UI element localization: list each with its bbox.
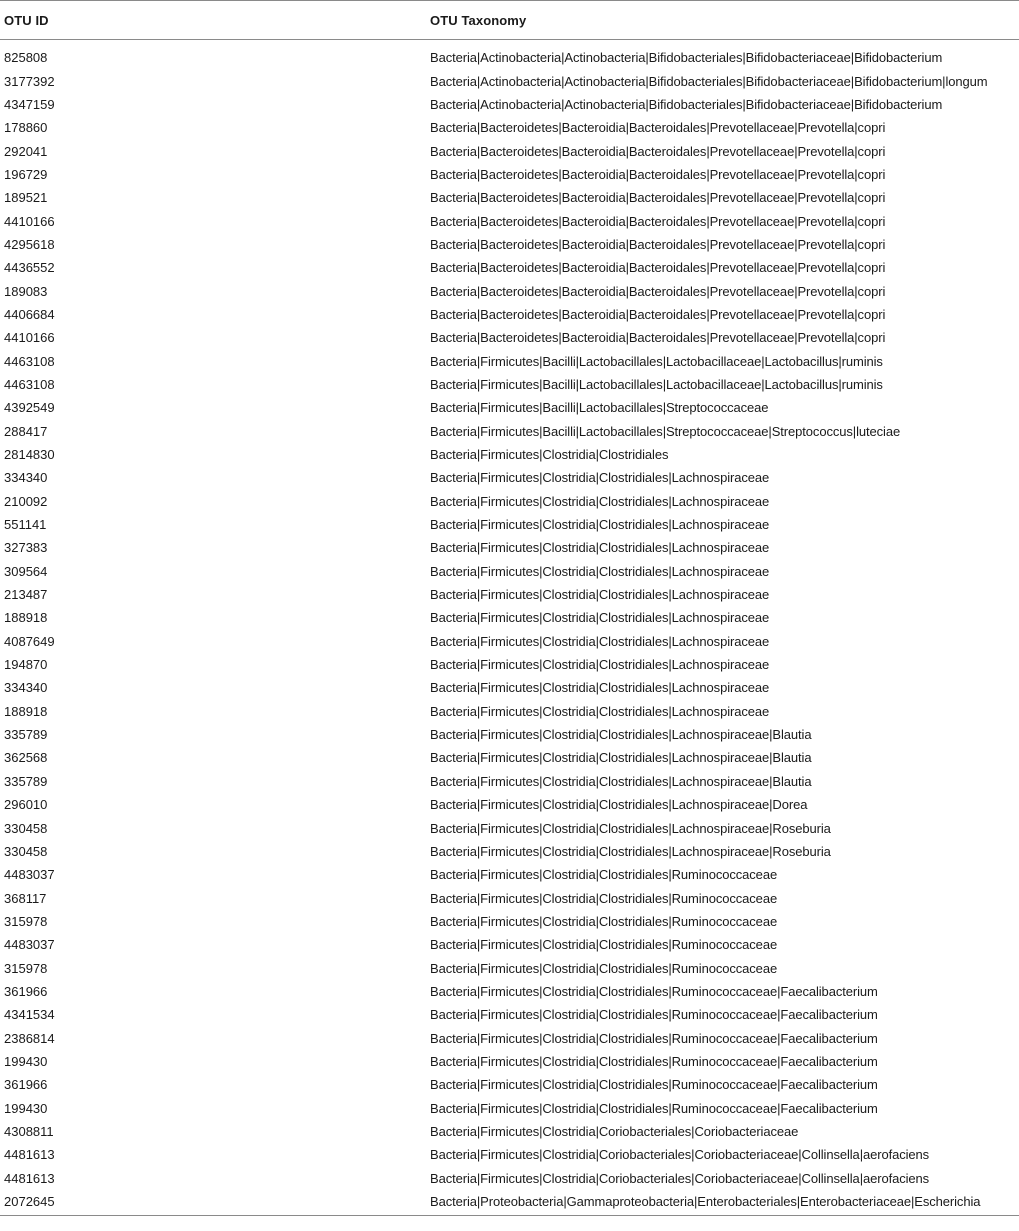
otu-taxonomy-cell: Bacteria|Bacteroidetes|Bacteroidia|Bacteroidales|Prevotellaceae|Prevotella|copri: [430, 120, 886, 136]
otu-id-cell: 335789: [4, 727, 48, 743]
otu-id-cell: 362568: [4, 750, 48, 766]
otu-taxonomy-cell: Bacteria|Firmicutes|Bacilli|Lactobacillales|Streptococcaceae: [430, 400, 769, 416]
otu-id-cell: 288417: [4, 423, 48, 439]
otu-taxonomy-cell: Bacteria|Firmicutes|Clostridia|Clostridiales|Lachnospiraceae: [430, 680, 770, 696]
table-header: [0, 1, 1019, 40]
otu-id-cell: 4481613: [4, 1170, 55, 1186]
table-row: [0, 840, 1019, 863]
otu-taxonomy-cell: Bacteria|Firmicutes|Clostridia|Clostridiales|Ruminococcaceae: [430, 890, 778, 906]
otu-taxonomy-cell: Bacteria|Bacteroidetes|Bacteroidia|Bacteroidales|Prevotellaceae|Prevotella|copri: [430, 166, 886, 182]
otu-taxonomy-cell: Bacteria|Bacteroidetes|Bacteroidia|Bacteroidales|Prevotellaceae|Prevotella|copri: [430, 213, 886, 229]
otu-id-cell: 334340: [4, 470, 48, 486]
otu-taxonomy-cell: Bacteria|Firmicutes|Clostridia|Clostridiales|Lachnospiraceae: [430, 517, 770, 533]
table-row: [0, 209, 1019, 232]
otu-id-cell: 196729: [4, 166, 48, 182]
otu-taxonomy-cell: Bacteria|Bacteroidetes|Bacteroidia|Bacteroidales|Prevotellaceae|Prevotella|copri: [430, 283, 886, 299]
otu-id-cell: 4463108: [4, 353, 55, 369]
table-row: [0, 956, 1019, 979]
table-row: [0, 723, 1019, 746]
otu-taxonomy-cell: Bacteria|Actinobacteria|Actinobacteria|Bifidobacteriales|Bifidobacteriaceae|Bifidobacterium|longum: [430, 73, 988, 89]
otu-id-cell: 4308811: [4, 1123, 54, 1139]
otu-id-cell: 4483037: [4, 937, 55, 953]
table-row: [0, 443, 1019, 466]
table-row: [0, 466, 1019, 489]
table-row: [0, 816, 1019, 839]
otu-taxonomy-cell: Bacteria|Firmicutes|Clostridia|Clostridiales|Ruminococcaceae|Faecalibacterium: [430, 1007, 878, 1023]
table-row: [0, 396, 1019, 419]
table-row: [0, 583, 1019, 606]
otu-taxonomy-cell: Bacteria|Bacteroidetes|Bacteroidia|Bacteroidales|Prevotellaceae|Prevotella|copri: [430, 306, 886, 322]
otu-id-cell: 4406684: [4, 306, 55, 322]
otu-id-cell: 194870: [4, 657, 48, 673]
otu-taxonomy-cell: Bacteria|Firmicutes|Clostridia|Clostridiales|Lachnospiraceae: [430, 587, 770, 603]
table-row: [0, 630, 1019, 653]
otu-taxonomy-cell: Bacteria|Firmicutes|Clostridia|Clostridiales|Lachnospiraceae|Blautia: [430, 750, 812, 766]
otu-id-cell: 327383: [4, 540, 48, 556]
otu-id-cell: 188918: [4, 610, 48, 626]
otu-id-cell: 4392549: [4, 400, 55, 416]
table-row: [0, 233, 1019, 256]
otu-id-cell: 315978: [4, 913, 48, 929]
otu-taxonomy-cell: Bacteria|Firmicutes|Clostridia|Clostridiales|Lachnospiraceae|Blautia: [430, 773, 812, 789]
otu-id-cell: 330458: [4, 843, 48, 859]
otu-id-cell: 361966: [4, 983, 48, 999]
otu-id-cell: 4483037: [4, 867, 55, 883]
otu-id-cell: 4347159: [4, 96, 55, 112]
otu-id-cell: 178860: [4, 120, 48, 136]
otu-taxonomy-cell: Bacteria|Firmicutes|Clostridia|Clostridiales|Lachnospiraceae: [430, 610, 770, 626]
otu-id-cell: 330458: [4, 820, 48, 836]
otu-id-cell: 4463108: [4, 376, 55, 392]
otu-taxonomy-cell: Bacteria|Firmicutes|Clostridia|Clostridiales|Lachnospiraceae|Roseburia: [430, 820, 831, 836]
table-row: [0, 256, 1019, 279]
otu-id-cell: 213487: [4, 587, 48, 603]
table-row: [0, 513, 1019, 536]
table-row: [0, 420, 1019, 443]
table-row: [0, 1003, 1019, 1026]
header-otu-id: OTU ID: [0, 1, 430, 40]
table-body: [0, 40, 1019, 1216]
table-row: [0, 1190, 1019, 1216]
otu-taxonomy-cell: Bacteria|Bacteroidetes|Bacteroidia|Bacteroidales|Prevotellaceae|Prevotella|copri: [430, 260, 886, 276]
table-row: [0, 116, 1019, 139]
otu-id-cell: 2072645: [0, 1190, 430, 1216]
otu-id-cell: 361966: [4, 1077, 48, 1093]
otu-taxonomy-cell: Bacteria|Firmicutes|Clostridia|Clostridiales|Lachnospiraceae|Blautia: [430, 727, 812, 743]
table-row: [0, 1167, 1019, 1190]
table-row: [0, 40, 1019, 70]
otu-id-cell: 4436552: [4, 260, 55, 276]
otu-taxonomy-cell: Bacteria|Firmicutes|Clostridia|Clostridiales|Ruminococcaceae|Faecalibacterium: [430, 983, 878, 999]
otu-id-cell: 4087649: [4, 633, 55, 649]
otu-taxonomy-cell: Bacteria|Firmicutes|Bacilli|Lactobacillales|Lactobacillaceae|Lactobacillus|ruminis: [430, 376, 883, 392]
table-row: [0, 326, 1019, 349]
otu-taxonomy-cell: Bacteria|Firmicutes|Clostridia|Clostridiales|Lachnospiraceae: [430, 493, 770, 509]
otu-taxonomy-cell: Bacteria|Firmicutes|Clostridia|Clostridiales|Ruminococcaceae: [430, 937, 778, 953]
otu-id-cell: 4295618: [4, 236, 55, 252]
otu-taxonomy-cell: Bacteria|Bacteroidetes|Bacteroidia|Bacteroidales|Prevotellaceae|Prevotella|copri: [430, 330, 886, 346]
otu-taxonomy-cell: Bacteria|Bacteroidetes|Bacteroidia|Bacteroidales|Prevotellaceae|Prevotella|copri: [430, 190, 886, 206]
table-row: [0, 349, 1019, 372]
otu-taxonomy-cell: Bacteria|Firmicutes|Clostridia|Clostridiales|Ruminococcaceae: [430, 913, 778, 929]
otu-id-cell: 2386814: [4, 1030, 55, 1046]
otu-taxonomy-cell: Bacteria|Bacteroidetes|Bacteroidia|Bacteroidales|Prevotellaceae|Prevotella|copri: [430, 236, 886, 252]
otu-taxonomy-cell: Bacteria|Firmicutes|Clostridia|Clostridiales|Lachnospiraceae: [430, 540, 770, 556]
table-row: [0, 770, 1019, 793]
table-row: [0, 373, 1019, 396]
table-row: [0, 560, 1019, 583]
table-row: [0, 653, 1019, 676]
otu-id-cell: 199430: [4, 1100, 48, 1116]
otu-taxonomy-cell: Bacteria|Firmicutes|Clostridia|Clostridiales|Lachnospiraceae: [430, 633, 770, 649]
table-row: [0, 863, 1019, 886]
otu-taxonomy-cell: Bacteria|Firmicutes|Clostridia|Clostridiales|Ruminococcaceae|Faecalibacterium: [430, 1053, 878, 1069]
header-row: [0, 1, 1019, 40]
table-row: [0, 69, 1019, 92]
otu-taxonomy-cell: Bacteria|Firmicutes|Clostridia|Clostridiales|Ruminococcaceae: [430, 867, 778, 883]
table-row: [0, 139, 1019, 162]
table-row: [0, 93, 1019, 116]
otu-id-cell: 334340: [4, 680, 48, 696]
table-row: [0, 1050, 1019, 1073]
table-row: [0, 1096, 1019, 1119]
table-row: [0, 536, 1019, 559]
table-row: [0, 1073, 1019, 1096]
otu-id-cell: 292041: [4, 143, 48, 159]
otu-id-cell: 189083: [4, 283, 48, 299]
otu-id-cell: 825808: [4, 50, 48, 66]
otu-taxonomy-cell: Bacteria|Firmicutes|Clostridia|Clostridiales: [430, 447, 669, 463]
table-row: [0, 606, 1019, 629]
table-row: [0, 886, 1019, 909]
otu-id-cell: 188918: [4, 703, 48, 719]
otu-id-cell: 296010: [4, 797, 48, 813]
table-row: [0, 676, 1019, 699]
table-row: [0, 1120, 1019, 1143]
otu-taxonomy-cell: Bacteria|Firmicutes|Clostridia|Coriobacteriales|Coriobacteriaceae|Collinsella|aerofaciens: [430, 1170, 930, 1186]
table-row: [0, 163, 1019, 186]
otu-taxonomy-cell: Bacteria|Firmicutes|Clostridia|Clostridiales|Lachnospiraceae: [430, 657, 770, 673]
otu-taxonomy-cell: Bacteria|Bacteroidetes|Bacteroidia|Bacteroidales|Prevotellaceae|Prevotella|copri: [430, 143, 886, 159]
table-row: [0, 933, 1019, 956]
table-row: [0, 279, 1019, 302]
table-row: [0, 980, 1019, 1003]
otu-id-cell: 199430: [4, 1053, 48, 1069]
table-row: [0, 1143, 1019, 1166]
otu-taxonomy-cell: Bacteria|Proteobacteria|Gammaproteobacteria|Enterobacteriales|Enterobacteriaceae|Escherichia: [430, 1190, 1019, 1216]
table-row: [0, 490, 1019, 513]
otu-taxonomy-cell: Bacteria|Firmicutes|Clostridia|Clostridiales|Ruminococcaceae|Faecalibacterium: [430, 1077, 878, 1093]
otu-taxonomy-cell: Bacteria|Firmicutes|Bacilli|Lactobacillales|Lactobacillaceae|Lactobacillus|ruminis: [430, 353, 883, 369]
table-row: [0, 746, 1019, 769]
header-otu-taxonomy: OTU Taxonomy: [430, 1, 1019, 40]
otu-id-cell: 4481613: [4, 1147, 55, 1163]
otu-id-cell: 4341534: [4, 1007, 55, 1023]
otu-id-cell: 3177392: [4, 73, 55, 89]
otu-id-cell: 368117: [4, 890, 47, 906]
otu-taxonomy-cell: Bacteria|Firmicutes|Clostridia|Coriobacteriales|Coriobacteriaceae|Collinsella|aerofaciens: [430, 1147, 930, 1163]
otu-id-cell: 2814830: [4, 447, 55, 463]
otu-id-cell: 210092: [4, 493, 48, 509]
table-row: [0, 700, 1019, 723]
otu-id-cell: 4410166: [4, 330, 55, 346]
otu-taxonomy-cell: Bacteria|Actinobacteria|Actinobacteria|Bifidobacteriales|Bifidobacteriaceae|Bifidobacterium: [430, 96, 943, 112]
table-row: [0, 793, 1019, 816]
otu-taxonomy-cell: Bacteria|Firmicutes|Clostridia|Clostridiales|Ruminococcaceae: [430, 960, 778, 976]
otu-taxonomy-cell: Bacteria|Firmicutes|Clostridia|Clostridiales|Lachnospiraceae: [430, 703, 770, 719]
table-row: [0, 303, 1019, 326]
otu-id-cell: 551141: [4, 517, 47, 533]
otu-taxonomy-cell: Bacteria|Firmicutes|Clostridia|Clostridiales|Lachnospiraceae|Dorea: [430, 797, 808, 813]
otu-taxonomy-cell: Bacteria|Firmicutes|Clostridia|Clostridiales|Lachnospiraceae|Roseburia: [430, 843, 831, 859]
otu-taxonomy-cell: Bacteria|Firmicutes|Clostridia|Clostridiales|Ruminococcaceae|Faecalibacterium: [430, 1030, 878, 1046]
table-row: [0, 1026, 1019, 1049]
otu-id-cell: 309564: [4, 563, 48, 579]
otu-id-cell: 189521: [4, 190, 48, 206]
otu-taxonomy-cell: Bacteria|Firmicutes|Clostridia|Coriobacteriales|Coriobacteriaceae: [430, 1123, 799, 1139]
otu-id-cell: 4410166: [4, 213, 55, 229]
table-row: [0, 186, 1019, 209]
otu-id-cell: 315978: [4, 960, 48, 976]
otu-taxonomy-cell: Bacteria|Firmicutes|Bacilli|Lactobacillales|Streptococcaceae|Streptococcus|luteciae: [430, 423, 901, 439]
otu-taxonomy-cell: Bacteria|Firmicutes|Clostridia|Clostridiales|Lachnospiraceae: [430, 563, 770, 579]
table-row: [0, 910, 1019, 933]
otu-taxonomy-cell: Bacteria|Firmicutes|Clostridia|Clostridiales|Ruminococcaceae|Faecalibacterium: [430, 1100, 878, 1116]
otu-taxonomy-cell: Bacteria|Actinobacteria|Actinobacteria|Bifidobacteriales|Bifidobacteriaceae|Bifidobacterium: [430, 50, 943, 66]
otu-taxonomy-cell: Bacteria|Firmicutes|Clostridia|Clostridiales|Lachnospiraceae: [430, 470, 770, 486]
otu-id-cell: 335789: [4, 773, 48, 789]
